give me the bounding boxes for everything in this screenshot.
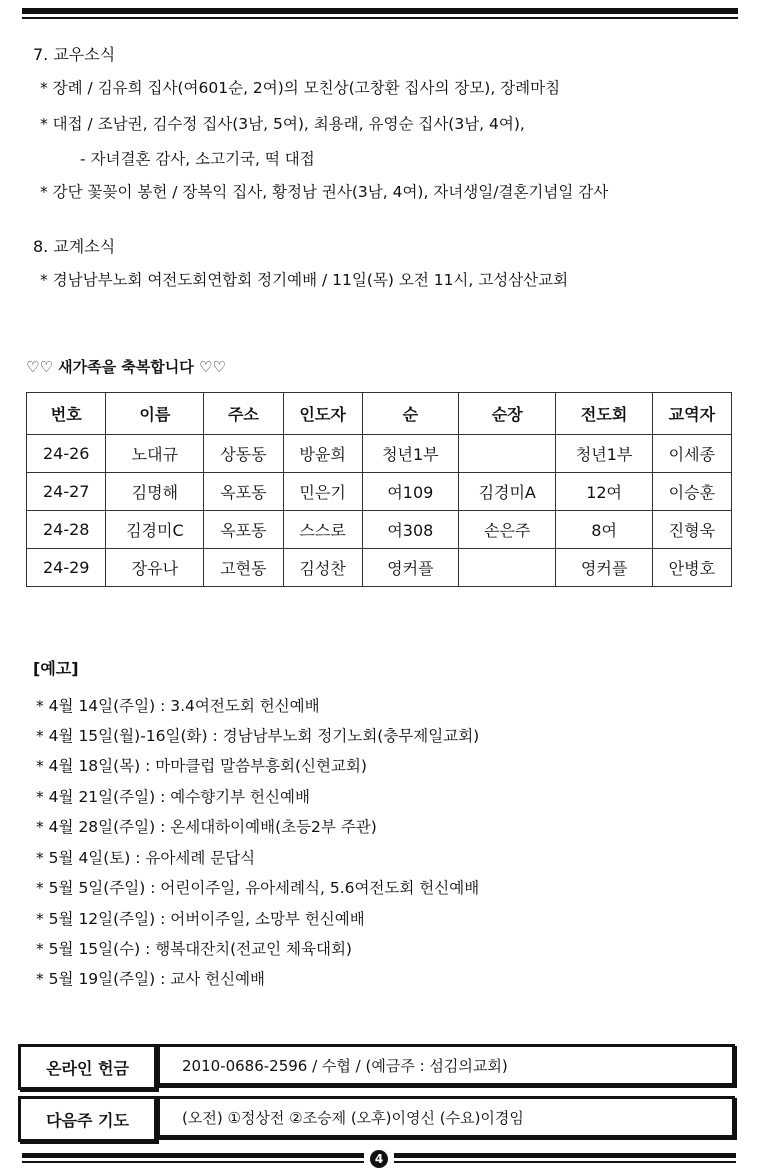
table-cell: 24-28 bbox=[27, 511, 106, 549]
table-cell: 김성찬 bbox=[283, 549, 362, 587]
next-week-prayer-value: (오전) ①정상전 ②조승제 (오후)이영신 (수요)이경임 bbox=[157, 1096, 735, 1138]
table-cell: 스스로 bbox=[283, 511, 362, 549]
church-news-line: * 경남남부노회 여전도회연합회 정기예배 / 11일(목) 오전 11시, 고성삼산교회 bbox=[40, 271, 569, 289]
table-cell: 12여 bbox=[556, 473, 652, 511]
online-offering-label: 온라인 헌금 bbox=[18, 1044, 157, 1090]
table-cell: 옥포동 bbox=[204, 511, 283, 549]
table-cell: 노대규 bbox=[106, 435, 204, 473]
table-cell: 장유나 bbox=[106, 549, 204, 587]
table-row bbox=[27, 511, 732, 549]
member-news-line: * 대접 / 조남권, 김수정 집사(3남, 5여), 최용래, 유영순 집사(3남, 4여), bbox=[40, 115, 525, 133]
table-row bbox=[27, 549, 732, 587]
header-number: 번호 bbox=[27, 393, 106, 435]
table-row bbox=[27, 473, 732, 511]
table-cell: 영커플 bbox=[556, 549, 652, 587]
table-header-row bbox=[27, 393, 732, 435]
table-cell: 상동동 bbox=[204, 435, 283, 473]
table-cell: 이승훈 bbox=[652, 473, 731, 511]
bottom-rule-left bbox=[22, 1153, 364, 1158]
table-cell: 민은기 bbox=[283, 473, 362, 511]
notice-item: * 4월 14일(주일) : 3.4여전도회 헌신예배 bbox=[36, 697, 320, 715]
top-rule-thick bbox=[22, 8, 738, 14]
bottom-rule-left-thin bbox=[22, 1161, 364, 1163]
table-cell: 이세종 bbox=[652, 435, 731, 473]
notice-item: * 4월 21일(주일) : 예수향기부 헌신예배 bbox=[36, 788, 310, 806]
header-mission-group: 전도회 bbox=[556, 393, 652, 435]
header-cell-leader: 순장 bbox=[458, 393, 556, 435]
new-family-title: ♡♡ 새가족을 축복합니다 ♡♡ bbox=[26, 358, 226, 376]
notice-item: * 5월 4일(토) : 유아세례 문답식 bbox=[36, 849, 256, 867]
bottom-rule-right bbox=[394, 1153, 736, 1158]
notice-item: * 4월 15일(월)-16일(화) : 경남남부노회 정기노회(충무제일교회) bbox=[36, 727, 480, 745]
table-row bbox=[27, 435, 732, 473]
table-cell: 24-29 bbox=[27, 549, 106, 587]
table-cell: 24-26 bbox=[27, 435, 106, 473]
table-cell: 여109 bbox=[362, 473, 458, 511]
next-week-prayer-label: 다음주 기도 bbox=[18, 1096, 157, 1142]
notice-item: * 5월 15일(수) : 행복대잔치(전교인 체육대회) bbox=[36, 940, 352, 958]
member-news-title: 7. 교우소식 bbox=[33, 45, 116, 64]
notices-title: [예고] bbox=[33, 659, 79, 678]
header-address: 주소 bbox=[204, 393, 283, 435]
table-cell: 여308 bbox=[362, 511, 458, 549]
table-cell: 고현동 bbox=[204, 549, 283, 587]
table-cell: 진형욱 bbox=[652, 511, 731, 549]
member-news-line: * 강단 꽃꽂이 봉헌 / 장복익 집사, 황정남 권사(3남, 4여), 자녀생일/결혼기념일 감사 bbox=[40, 183, 609, 201]
page-number: 4 bbox=[370, 1150, 388, 1168]
notice-item: * 5월 19일(주일) : 교사 헌신예배 bbox=[36, 970, 266, 988]
table-cell: 손은주 bbox=[458, 511, 556, 549]
table-cell: 영커플 bbox=[362, 549, 458, 587]
table-cell bbox=[458, 549, 556, 587]
header-guide: 인도자 bbox=[283, 393, 362, 435]
header-name: 이름 bbox=[106, 393, 204, 435]
notice-item: * 4월 28일(주일) : 온세대하이예배(초등2부 주관) bbox=[36, 818, 377, 836]
member-news-line: * 장례 / 김유희 집사(여601순, 2여)의 모친상(고창환 집사의 장모), 장례마침 bbox=[40, 79, 561, 97]
table-cell: 김명해 bbox=[106, 473, 204, 511]
table-cell: 안병호 bbox=[652, 549, 731, 587]
table-cell: 청년1부 bbox=[362, 435, 458, 473]
table-cell bbox=[458, 435, 556, 473]
table-cell: 김경미C bbox=[106, 511, 204, 549]
header-pastor: 교역자 bbox=[652, 393, 731, 435]
notice-item: * 5월 5일(주일) : 어린이주일, 유아세례식, 5.6여전도회 헌신예배 bbox=[36, 879, 480, 897]
table-cell: 청년1부 bbox=[556, 435, 652, 473]
table-cell: 방윤희 bbox=[283, 435, 362, 473]
header-cell: 순 bbox=[362, 393, 458, 435]
table-cell: 24-27 bbox=[27, 473, 106, 511]
church-news-title: 8. 교계소식 bbox=[33, 237, 116, 256]
bottom-rule-right-thin bbox=[394, 1161, 736, 1163]
new-family-table bbox=[26, 392, 732, 587]
notice-item: * 5월 12일(주일) : 어버이주일, 소망부 헌신예배 bbox=[36, 910, 365, 928]
table-cell: 8여 bbox=[556, 511, 652, 549]
online-offering-value: 2010-0686-2596 / 수협 / (예금주 : 섬김의교회) bbox=[157, 1044, 735, 1086]
top-rule-thin bbox=[22, 17, 738, 19]
member-news-line: - 자녀결혼 감사, 소고기국, 떡 대접 bbox=[80, 150, 315, 168]
table-cell: 김경미A bbox=[458, 473, 556, 511]
table-cell: 옥포동 bbox=[204, 473, 283, 511]
notice-item: * 4월 18일(목) : 마마클럽 말씀부흥회(신현교회) bbox=[36, 757, 367, 775]
